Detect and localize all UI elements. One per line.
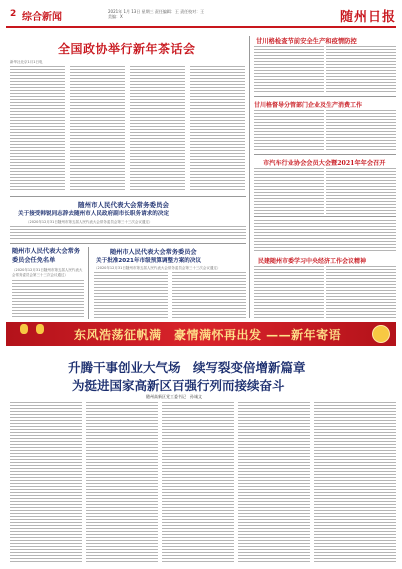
new-year-banner xyxy=(6,322,396,346)
article-title-a1[interactable]: 全国政协举行新年茶话会 xyxy=(58,42,196,56)
article-body-a3-col1 xyxy=(254,110,324,152)
article-subtitle-a6[interactable]: 关于接受韩锐同志辞去随州市人民政府副市长职务请求的决定 xyxy=(18,211,170,217)
page-number: 2 xyxy=(10,9,17,19)
article-body-a1-col3 xyxy=(130,66,185,192)
lead-title-line1[interactable]: 升腾干事创业大气场 续写裂变倍增新篇章 xyxy=(68,360,306,375)
article-title-a4[interactable]: 市汽车行业协会会员大会暨2021年年会召开 xyxy=(263,160,386,167)
date-line: 2021年 1月 13日 星期三 责任编辑：王 责任校对：王 美编：X xyxy=(108,9,205,19)
article-title-a9[interactable]: 民建随州市委学习中央经济工作会议精神 xyxy=(258,258,367,265)
article-body-a9-col1 xyxy=(254,266,324,318)
lead-body-col1 xyxy=(10,402,82,562)
lead-byline: 随州高新区党工委书记 孙诚文 xyxy=(146,394,202,399)
lead-body-col2 xyxy=(86,402,158,562)
divider-mid xyxy=(10,196,246,197)
article-body-a1-col4 xyxy=(190,66,245,192)
article-kicker-a6: （2020年12月31日随州市第五届人民代表大会常务委员会第三十三次会议通过） xyxy=(26,220,153,224)
column-divider xyxy=(249,36,250,318)
divider-mid3 xyxy=(88,247,89,319)
divider-mid2 xyxy=(10,243,246,244)
article-title-a2[interactable]: 甘川格检查节前安全生产和疫情防控 xyxy=(256,38,357,45)
article-body-a7 xyxy=(12,280,84,318)
article-body-a4-col1 xyxy=(254,168,324,214)
article-body-a4-col2 xyxy=(326,168,396,214)
page-header xyxy=(6,6,396,28)
divider-a2 xyxy=(254,96,396,97)
article-title-a8[interactable]: 随州市人民代表大会常务委员会 xyxy=(110,249,197,256)
article-title-a3[interactable]: 甘川格督导分管部门企业及生产消费工作 xyxy=(254,102,363,109)
article-body-a1-col2 xyxy=(70,66,125,192)
article-body-a2-col2 xyxy=(326,46,396,94)
article-body-a2-col1 xyxy=(254,46,324,94)
banner-text: 东风浩荡征帆满 豪情满怀再出发 ——新年寄语 xyxy=(74,328,342,342)
lead-body-col3 xyxy=(162,402,234,562)
fu-badge-icon xyxy=(372,325,390,343)
article-body-a8-col1 xyxy=(94,272,168,318)
divider-a3 xyxy=(254,154,396,155)
lantern-icon xyxy=(36,324,44,334)
article-body-a6 xyxy=(10,226,246,240)
divider-a4 xyxy=(254,216,396,217)
lead-body-col4 xyxy=(238,402,310,562)
article-body-a1-col1 xyxy=(10,66,65,192)
article-body-a4-extra xyxy=(254,220,396,252)
article-kicker-a7: （2020年12月31日随州市第五届人民代表大会常务委员会第三十三次会议通过） xyxy=(12,268,83,277)
section-name: 综合新闻 xyxy=(22,12,62,23)
article-body-a3-col2 xyxy=(326,110,396,152)
masthead-logo: 随州日报 xyxy=(339,10,396,25)
article-body-a9-col2 xyxy=(326,266,396,318)
article-title-a6[interactable]: 随州市人民代表大会常务委员会 xyxy=(78,201,169,209)
lead-body-col5 xyxy=(314,402,396,562)
article-body-a8-col2 xyxy=(172,272,246,318)
article-subtitle-a8[interactable]: 关于批准2021年市级预算调整方案的决议 xyxy=(96,258,202,264)
lead-title-line2[interactable]: 为挺进国家高新区百强行列而接续奋斗 xyxy=(72,378,285,393)
article-kicker-a1: 新华社北京1月1日电 xyxy=(10,60,43,64)
article-title-a7[interactable]: 随州市人民代表大会常务委员会任免名单 xyxy=(12,248,81,264)
article-kicker-a8: （2020年12月31日随州市第五届人民代表大会常务委员会第三十三次会议通过） xyxy=(94,266,221,270)
lantern-icon xyxy=(20,324,28,334)
